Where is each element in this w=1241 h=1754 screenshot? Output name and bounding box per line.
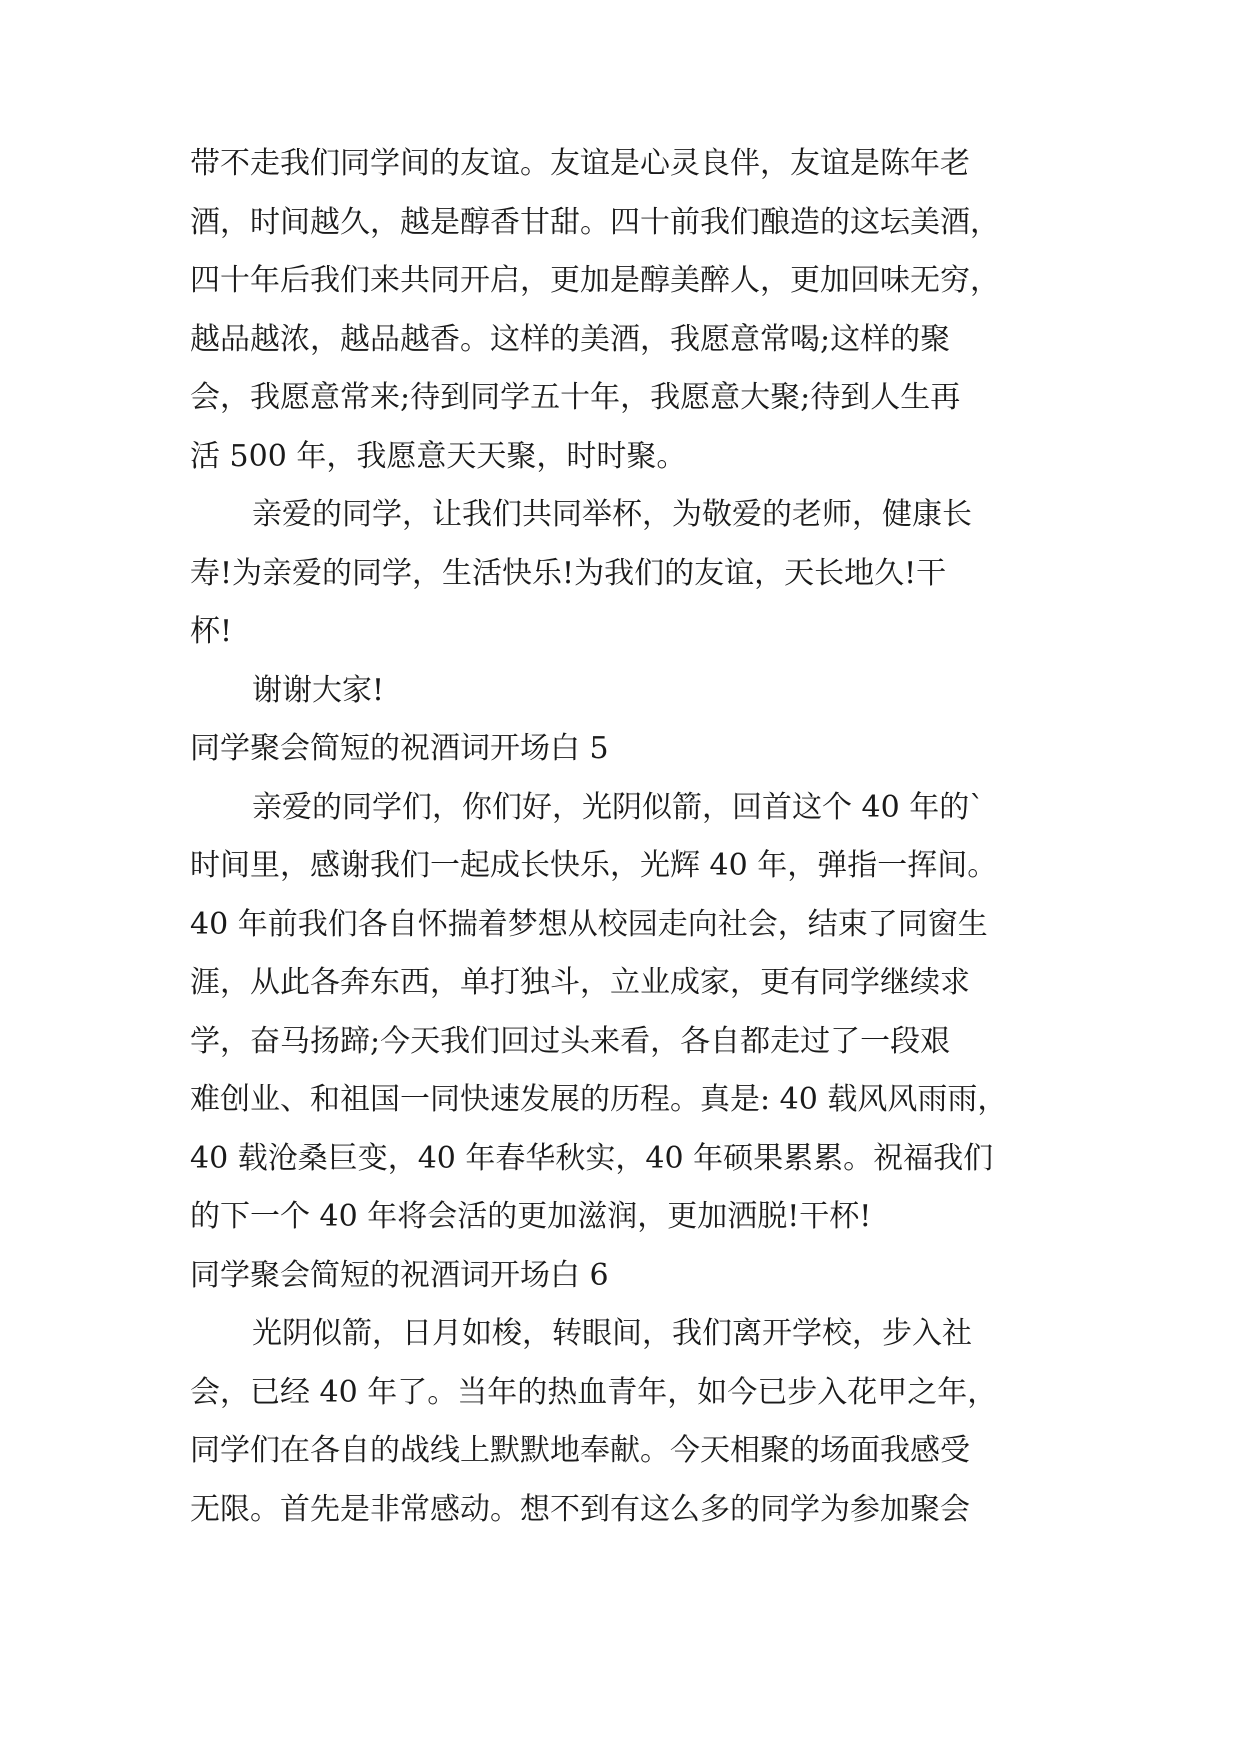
text-line: 时间里，感谢我们一起成长快乐，光辉 40 年，弹指一挥间。: [190, 848, 998, 883]
text-line: 40 年前我们各自怀揣着梦想从校园走向社会，结束了同窗生: [190, 906, 988, 942]
text-line: 同学聚会简短的祝酒词开场白 5: [190, 731, 609, 766]
text-line: 亲爱的同学，让我们共同举杯，为敬爱的老师，健康长: [252, 497, 972, 532]
text-line: 四十年后我们来共同开启，更加是醇美醉人，更加回味无穷，: [190, 263, 1000, 298]
text-line: 越品越浓，越品越香。这样的美酒，我愿意常喝;这样的聚: [190, 321, 951, 357]
text-line: 同学聚会简短的祝酒词开场白 6: [190, 1257, 609, 1293]
text-line: 学，奋马扬蹄;今天我们回过头来看，各自都走过了一段艰: [190, 1023, 951, 1059]
document-body: [190, 135, 1050, 1539]
text-line: 酒，时间越久，越是醇香甘甜。四十前我们酿造的这坛美酒，: [190, 204, 1000, 240]
text-line: 亲爱的同学们，你们好，光阴似箭，回首这个 40 年的`: [252, 789, 985, 825]
text-line: 谢谢大家!: [252, 672, 385, 708]
text-line: 活 500 年，我愿意天天聚，时时聚。: [190, 438, 687, 474]
text-line: 40 载沧桑巨变，40 年春华秋实，40 年硕果累累。祝福我们: [190, 1140, 994, 1176]
text-line: 的下一个 40 年将会活的更加滋润，更加洒脱!干杯!: [190, 1199, 872, 1234]
text-line: 寿!为亲爱的同学，生活快乐!为我们的友谊，天长地久!干: [190, 555, 947, 591]
text-line: 会，我愿意常来;待到同学五十年，我愿意大聚;待到人生再: [190, 380, 961, 415]
text-line: 会，已经 40 年了。当年的热血青年，如今已步入花甲之年，: [190, 1374, 998, 1410]
text-line: 涯，从此各奔东西，单打独斗，立业成家，更有同学继续求: [190, 965, 970, 1000]
text-line: 杯!: [190, 614, 233, 649]
text-line: 无限。首先是非常感动。想不到有这么多的同学为参加聚会: [190, 1491, 970, 1527]
text-line: 光阴似箭，日月如梭，转眼间，我们离开学校，步入社: [252, 1316, 972, 1351]
text-line: 同学们在各自的战线上默默地奉献。今天相聚的场面我感受: [190, 1433, 970, 1468]
text-line: 难创业、和祖国一同快速发展的历程。真是: 40 载风风雨雨，: [190, 1082, 1008, 1117]
text-line: 带不走我们同学间的友谊。友谊是心灵良伴，友谊是陈年老: [190, 146, 970, 181]
